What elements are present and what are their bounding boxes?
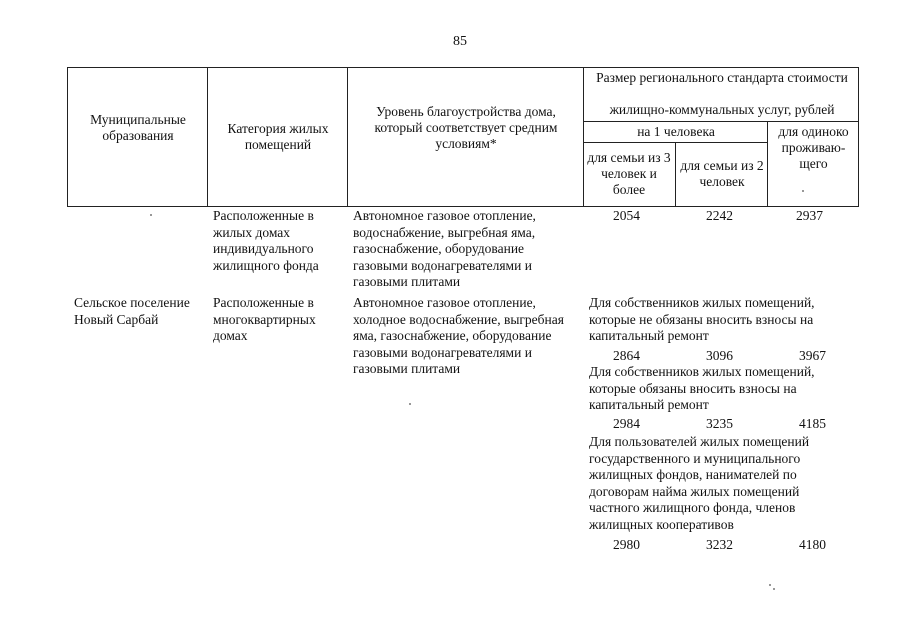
row2-level: Автономное газовое отопление, холодное водоснабжение, выгребная яма, газоснабжение, оборудование газовыми водонагревателями и газовыми плитами — [353, 295, 564, 376]
header-level: Уровень благоустройства дома, который соответствует средним условиям* — [374, 104, 558, 151]
scan-speck — [150, 214, 152, 216]
scan-speck — [769, 584, 771, 586]
header-divider-1 — [207, 67, 208, 207]
header-family2: для семьи из 2 человек — [680, 158, 764, 189]
row2-category: Расположенные в многоквартирных домах — [213, 295, 316, 343]
header-divider-3 — [583, 67, 584, 207]
header-single: для одиноко проживаю-щего — [778, 124, 849, 171]
row1-family3-value: 2054 — [613, 208, 640, 223]
row1-family2-value: 2242 — [706, 208, 733, 223]
header-size-line1: Размер регионального стандарта стоимости — [596, 70, 848, 85]
row1-level: Автономное газовое отопление, водоснабжение, выгребная яма, газоснабжение, оборудование газовыми водонагревателями и газовыми плитами — [353, 208, 536, 289]
group1-family3-value: 2864 — [613, 348, 640, 363]
header-subrow-line — [583, 121, 859, 122]
group2-family3-value: 2984 — [613, 416, 640, 431]
group2-label: Для собственников жилых помещений, которые обязаны вносить взносы на капитальный ремонт — [589, 364, 815, 412]
group2-single-value: 4185 — [799, 416, 826, 431]
group1-single-value: 3967 — [799, 348, 826, 363]
scan-speck — [409, 403, 411, 405]
header-top-border — [67, 67, 859, 68]
header-divider-2 — [347, 67, 348, 207]
header-category: Категория жилых помещений — [227, 121, 329, 152]
row1-single-value: 2937 — [796, 208, 823, 223]
scan-speck — [802, 190, 804, 192]
group2-family2-value: 3235 — [706, 416, 733, 431]
group1-family2-value: 3096 — [706, 348, 733, 363]
row1-category: Расположенные в жилых домах индивидуального жилищного фонда — [213, 208, 319, 273]
header-size-line2: жилищно-коммунальных услуг, рублей — [609, 102, 835, 117]
group3-label: Для пользователей жилых помещений государственного и муниципального жилищных фондов, нанимателей по договорам найма жилых помещений частного жилищного фонда, членов жилищных кооперативов — [589, 434, 810, 532]
header-left-border — [67, 67, 68, 207]
group1-label: Для собственников жилых помещений, которые не обязаны вносить взносы на капитальный ремонт — [589, 295, 815, 343]
header-per-person: на 1 человека — [637, 124, 715, 139]
page-number: 85 — [453, 34, 467, 49]
header-right-border — [858, 67, 859, 207]
header-bottom-border — [67, 206, 859, 207]
header-family3: для семьи из 3 человек и более — [587, 150, 671, 197]
row2-municipal: Сельское поселение Новый Сарбай — [74, 295, 190, 327]
header-municipal: Муниципальные образования — [90, 112, 186, 143]
group3-family2-value: 3232 — [706, 537, 733, 552]
group3-family3-value: 2980 — [613, 537, 640, 552]
header-divider-single — [767, 121, 768, 207]
header-divider-family — [675, 142, 676, 207]
group3-single-value: 4180 — [799, 537, 826, 552]
scan-speck — [773, 588, 775, 590]
